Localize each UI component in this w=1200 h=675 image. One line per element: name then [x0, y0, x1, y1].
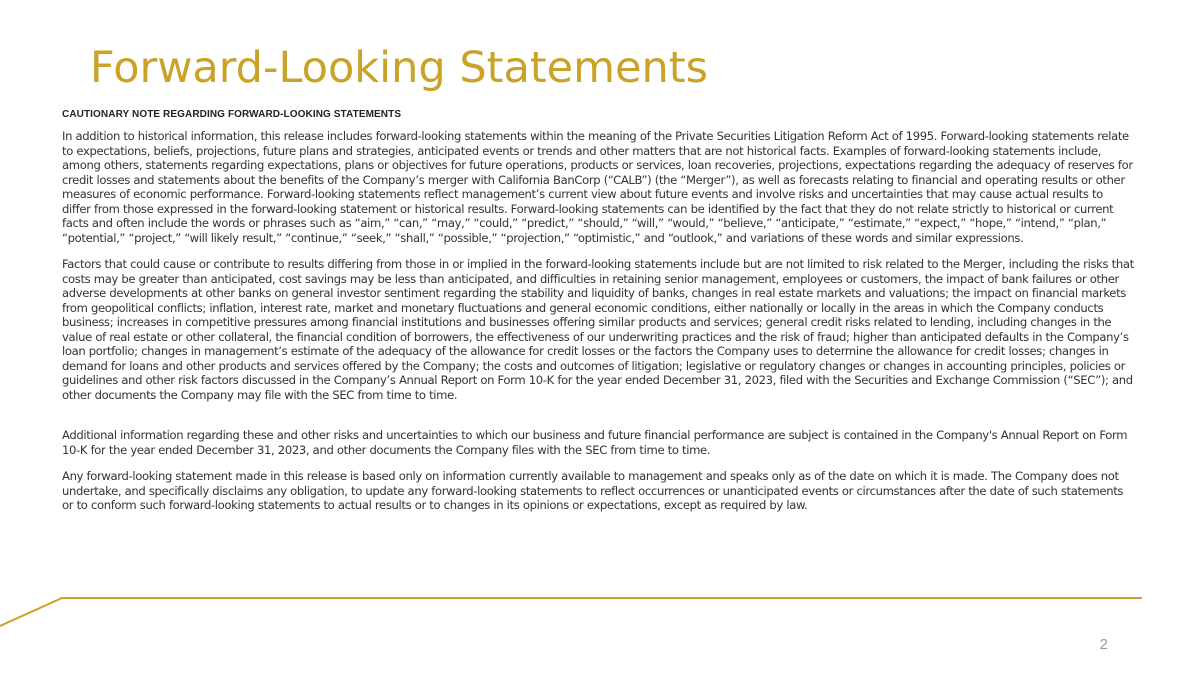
section-subheading: CAUTIONARY NOTE REGARDING FORWARD-LOOKING STATEMENTS: [62, 109, 402, 120]
paragraph-additional-information: Additional information regarding these and other risks and uncertainties to which our business and future financial performance are subject is contained in the Company's Annual Report on Form 10-K for the year ended December 31, 2023, and other documents the Company files with the SEC from time to time.: [62, 428, 1128, 457]
page-title: Forward-Looking Statements: [90, 43, 708, 93]
paragraph-risk-factors: Factors that could cause or contribute to results differing from those in or implied in the forward-looking statements include but are not limited to risk related to the Merger, including the risks that costs may be greater than anticipated, cost savings may be less than anticipated, and difficulties in retaining senior management, employees or customers, the impact of bank failures or other adverse developments at other banks on general investor sentiment regarding the stability and liquidity of banks, changes in real estate markets and valuations; the impact on financial markets from geopolitical conflicts; inflation, interest rate, market and monetary fluctuations and general economic conditions, either nationally or locally in the areas in which the Company conducts business; increases in competitive pressures among financial institutions and businesses offering similar products and services; general credit risks related to lending, including changes in the value of real estate or other collateral, the financial condition of borrowers, the effectiveness of our underwriting practices and the risk of fraud; higher than anticipated defaults in the Company’s loan portfolio; changes in management’s estimate of the adequacy of the allowance for credit losses or the factors the Company uses to determine the allowance for credit losses; changes in demand for loans and other products and services offered by the Company; the costs and outcomes of litigation; legislative or regulatory changes or changes in accounting principles, policies or guidelines and other risk factors discussed in the Company’s Annual Report on Form 10-K for the year ended December 31, 2023, filed with the Securities and Exchange Commission (“SEC”); and other documents the Company may file with the SEC from time to time.: [62, 257, 1134, 402]
paragraph-forward-looking-definition: In addition to historical information, this release includes forward-looking statements within the meaning of the Private Securities Litigation Reform Act of 1995. Forward-looking statements relate to expectations, beliefs, projections, future plans and strategies, anticipated events or trends and other matters that are not historical facts. Examples of forward-looking statements include, among others, statements regarding expectations, plans or objectives for future operations, products or services, loan recoveries, projections, expectations regarding the adequacy of reserves for credit losses and statements about the benefits of the Company’s merger with California BanCorp (“CALB”) (the “Merger”), as well as forecasts relating to financial and operating results or other measures of economic performance. Forward-looking statements reflect management’s current view about future events and involve risks and uncertainties that may cause actual results to differ from those expressed in the forward-looking statement or historical results. Forward-looking statements can be identified by the fact that they do not relate strictly to historical or current facts and often include the words or phrases such as “aim,” “can,” “may,” “could,” “predict,” “should,” “will,” “would,” “believe,” “anticipate,” “estimate,” “expect,” “hope,” “intend,” “plan,” “potential,” “project,” “will likely result,” “continue,” “seek,” “shall,” “possible,” “projection,” “optimistic,” and “outlook,” and variations of these words and similar expressions.: [62, 129, 1133, 245]
page-number: 2: [1099, 636, 1108, 653]
paragraph-no-obligation: Any forward-looking statement made in this release is based only on information currently available to management and speaks only as of the date on which it is made. The Company does not undertake, and specifically disclaims any obligation, to update any forward-looking statements to reflect occurrences or unanticipated events or circumstances after the date of such statements or to conform such forward-looking statements to actual results or to changes in its opinions or expectations, except as required by law.: [62, 469, 1124, 512]
